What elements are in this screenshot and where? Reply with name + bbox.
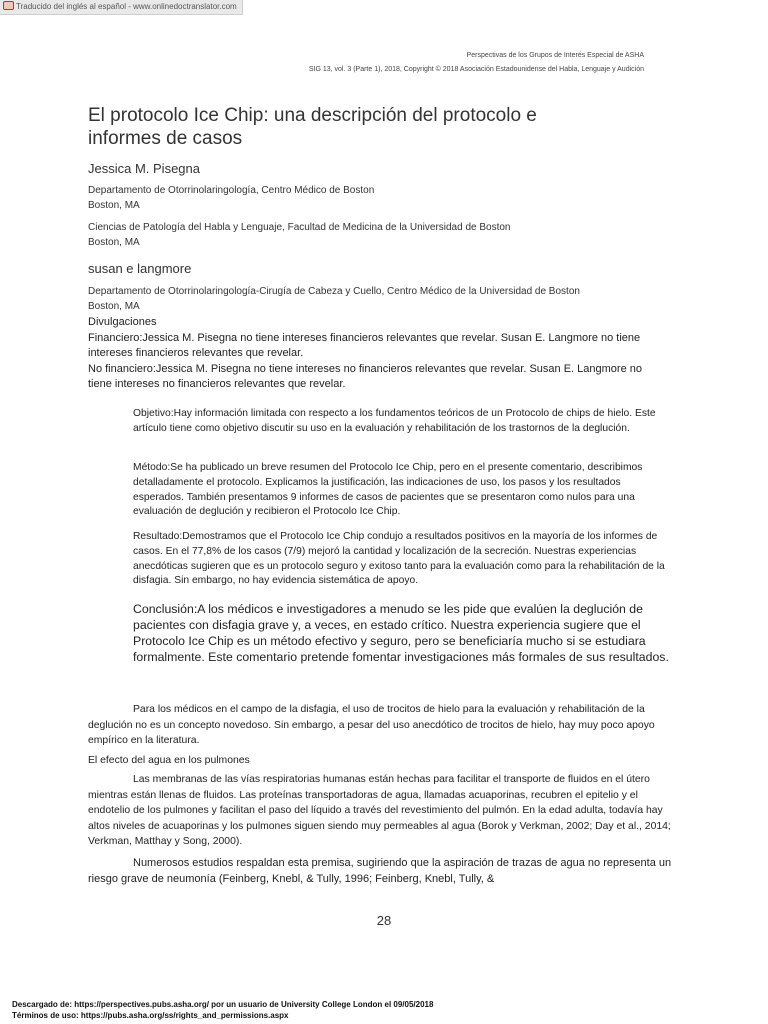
- disclosures: [88, 315, 668, 393]
- financial-disclosure: Financiero:Jessica M. Pisegna no tiene intereses financieros relevantes que revelar. Susan E. Langmore no tiene intereses financieros relevantes que revelar.: [88, 331, 641, 359]
- abstract-objective: Objetivo:Hay información limitada con respecto a los fundamentos teóricos de un Protocolo de chips de hielo. Este artículo tiene como objetivo discutir su uso en la evaluación y rehabilitación de los trastornos de la deglución.: [133, 408, 656, 434]
- intro-paragraph: Para los médicos en el campo de la disfagia, el uso de trocitos de hielo para la evaluación y rehabilitación de la deglución no es un concepto novedoso. Sin embargo, a pesar del uso anecdótico de trocitos de hielo, hay muy poco apoyo empírico en la literatura.: [88, 704, 655, 746]
- copyright-line: SIG 13, vol. 3 (Parte 1), 2018, Copyright © 2018 Asociación Estadounidense del Habla, Lenguaje y Audición: [308, 66, 644, 73]
- affiliation: Ciencias de Patología del Habla y Lenguaje, Facultad de Medicina de la Universidad de Boston Boston, MA: [88, 222, 511, 248]
- download-note: Descargado de: https://perspectives.pubs.asha.org/ por un usuario de University College London el 09/05/2018: [12, 1000, 434, 1009]
- journal-header: Perspectivas de los Grupos de Interés Especial de ASHA: [466, 52, 644, 59]
- banner-text: Traducido del inglés al español - www.onlinedoctranslator.com: [16, 2, 237, 11]
- abstract-method: Método:Se ha publicado un breve resumen del Protocolo Ice Chip, pero en el presente comentario, describimos detalladamente el protocolo. Explicamos la justificación, las indicaciones de uso, los pasos y los resultados esperados. También presentamos 9 informes de casos de pacientes que se presentaron como nulos para una evaluación de deglución y recibieron el Protocolo Ice Chip.: [133, 462, 643, 518]
- body-paragraph: Numerosos estudios respaldan esta premisa, sugiriendo que la aspiración de trazas de agua no representa un riesgo grave de neumonía (Feinberg, Knebl, & Tully, 1996; Feinberg, Knebl, Tully, &: [88, 857, 672, 885]
- section-heading: El efecto del agua en los pulmones: [88, 755, 250, 766]
- author-name: Jessica M. Pisegna: [88, 161, 200, 176]
- body-paragraph: Las membranas de las vías respiratorias humanas están hechas para facilitar el transporte de fluidos en el útero mientras están llenas de fluidos. Las proteínas transportadoras de agua, llamadas acuaporinas, recubren el epitelio y el endotelio de los pulmones y facilitan el paso del líquido a través del revestimiento del pulmón. En la edad adulta, todavía hay altos niveles de acuaporinas y los pulmones siguen siendo muy permeables al agua (Borok y Verkman, 2002; Day et al., 2014; Verkman, Matthay y Song, 2000).: [88, 774, 671, 847]
- nonfinancial-disclosure: No financiero:Jessica M. Pisegna no tiene intereses no financieros relevantes que revelar. Susan E. Langmore no tiene intereses no financieros relevantes que revelar.: [88, 362, 642, 390]
- affiliation: Departamento de Otorrinolaringología, Centro Médico de Boston Boston, MA: [88, 185, 375, 211]
- translation-banner[interactable]: [0, 0, 243, 15]
- affiliation: Departamento de Otorrinolaringología-Cirugía de Cabeza y Cuello, Centro Médico de la Universidad de Boston Boston, MA: [88, 286, 580, 312]
- abstract-result: Resultado:Demostramos que el Protocolo Ice Chip condujo a resultados positivos en la mayoría de los informes de casos. En el 77,8% de los casos (7/9) mejoró la cantidad y localización de la secreción. Nuestras experiencias anecdóticas sugieren que es un protocolo seguro y exitoso tanto para la evaluación como para la rehabilitación de la disfagia. Sin embargo, no hay evidencia sistemática de apoyo.: [133, 531, 665, 587]
- author-name: susan e langmore: [88, 261, 192, 276]
- translator-icon: [3, 1, 14, 10]
- terms-of-use: Términos de uso: https://pubs.asha.org/ss/rights_and_permissions.aspx: [12, 1011, 289, 1020]
- article-title: El protocolo Ice Chip: una descripción del protocolo e informes de casos: [88, 105, 537, 149]
- disclosures-heading: Divulgaciones: [88, 316, 157, 328]
- abstract-conclusion: Conclusión:A los médicos e investigadores a menudo se les pide que evalúen la deglución de pacientes con disfagia grave y, a veces, en estado crítico. Nuestra experiencia sugiere que el Protocolo Ice Chip es un método efectivo y seguro, pero se beneficiaría mucho si se estudiara formalmente. Este comentario pretende fomentar investigaciones más formales de sus resultados.: [133, 602, 669, 664]
- page-number: 28: [376, 913, 392, 928]
